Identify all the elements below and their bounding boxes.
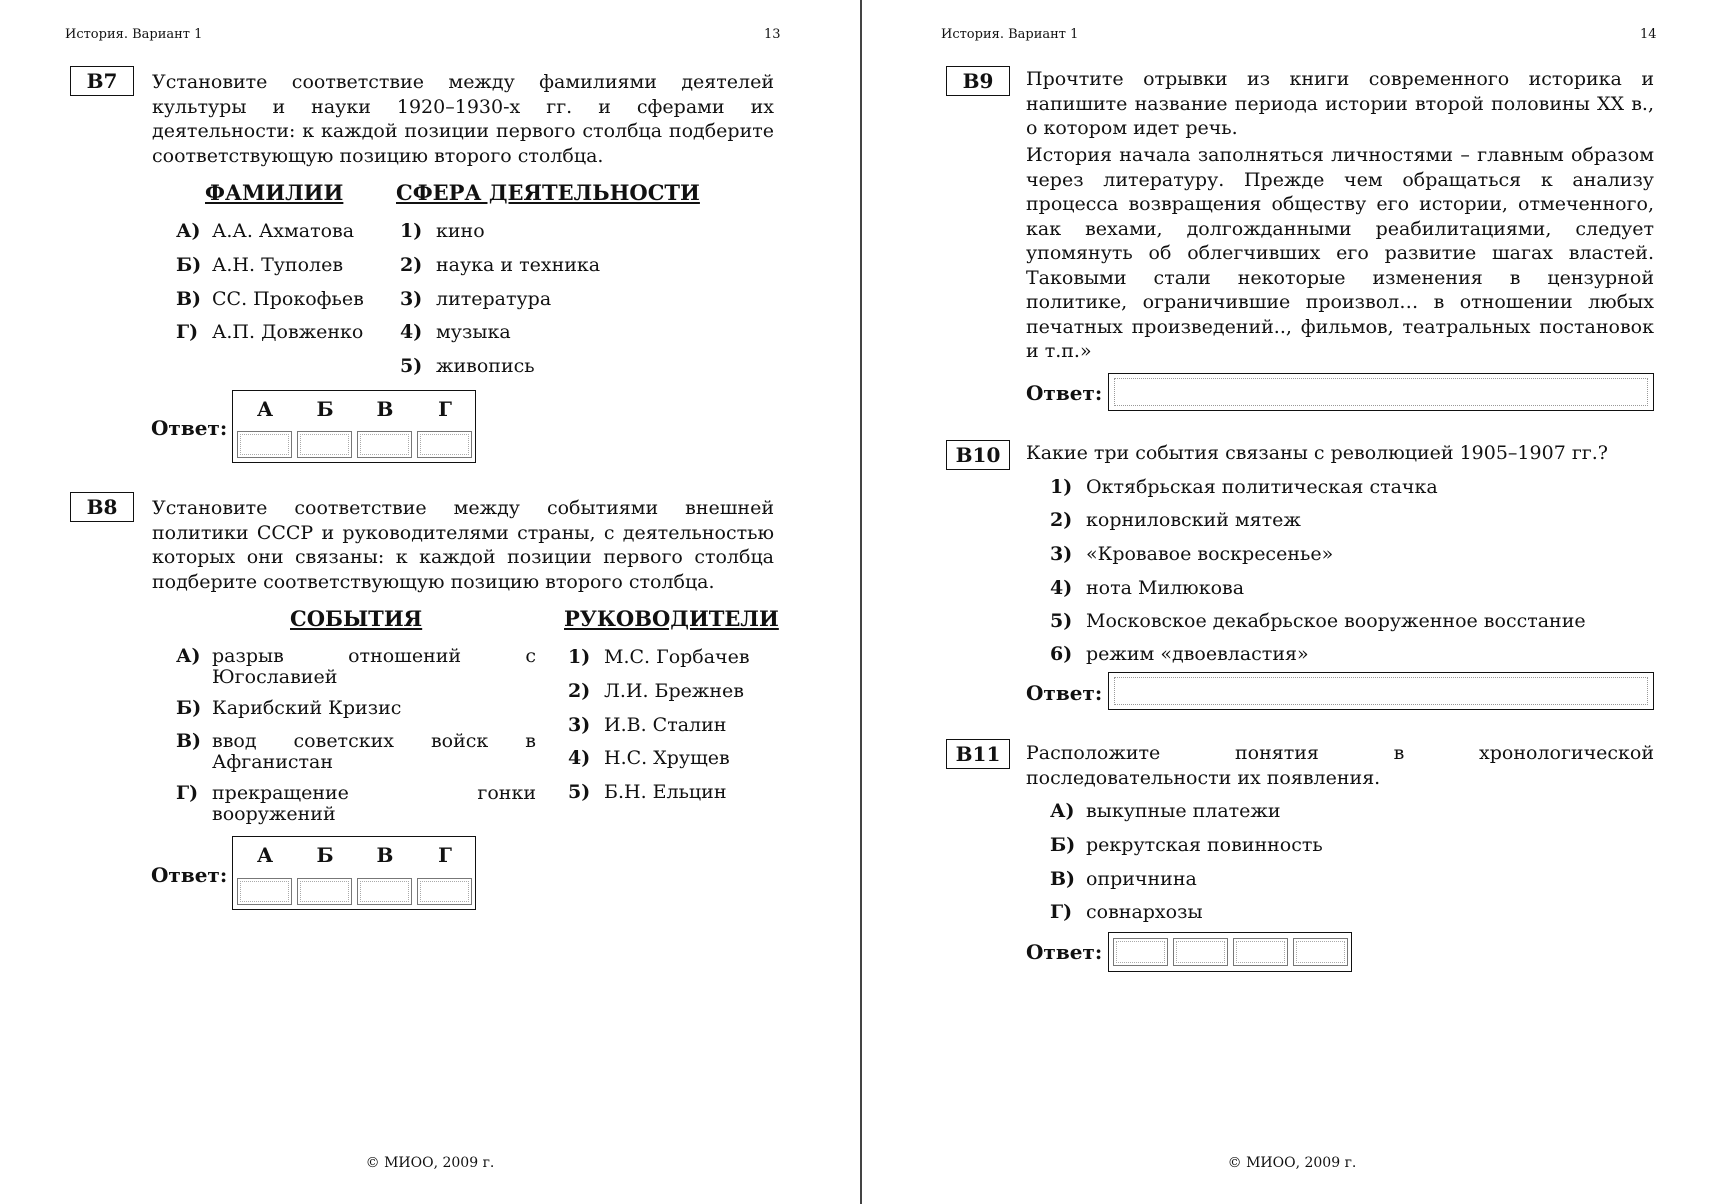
b8-right-item: 3) И.В. Сталин [568, 714, 727, 736]
b9-task-tag: В9 [946, 66, 1010, 96]
b11-item: Б) рекрутская повинность [1050, 834, 1323, 856]
b10-option: 1) Октябрьская политическая стачка [1050, 476, 1438, 498]
b10-option: 3) «Кровавое воскресенье» [1050, 543, 1334, 565]
b8-right-item: 5) Б.Н. Ельцин [568, 781, 727, 803]
b7-left-item: А) А.А. Ахматова [176, 220, 355, 242]
b8-answer-header: Г [438, 843, 452, 867]
b7-answer-label: Ответ: [151, 416, 228, 440]
b11-item: В) опричнина [1050, 868, 1197, 890]
b7-instructions: Установите соответствие между фамилиями деятелей культуры и науки 1920–1930-х гг. и сферами их деятельности: к каждой позиции первого столбца подберите соответствующую позицию второго столбца. [152, 71, 774, 167]
b7-answer-cell-a[interactable] [237, 431, 292, 458]
b10-option: 5) Московское декабрьское вооруженное восстание [1050, 610, 1586, 632]
left-page [0, 0, 860, 1204]
b11-answer-label: Ответ: [1026, 940, 1103, 964]
b7-answer-cell-b[interactable] [297, 431, 352, 458]
b9-answer-field[interactable] [1108, 373, 1654, 411]
b8-answer-header: Б [316, 843, 334, 867]
b11-answer-cell-1[interactable] [1113, 938, 1168, 966]
b8-answer-grid [232, 836, 476, 910]
b8-left-item: Г) прекращение гонки вооружений [176, 782, 536, 825]
b7-right-item: 5) живопись [400, 355, 535, 377]
b11-item: Г) совнархозы [1050, 901, 1203, 923]
b9-instructions: Прочтите отрывки из книги современного историка и напишите название периода истории второй половины XX в., о котором идет речь. [1026, 68, 1654, 139]
b10-option: 2) корниловский мятеж [1050, 509, 1301, 531]
b7-task-tag: В7 [70, 66, 134, 96]
b9-answer-label: Ответ: [1026, 381, 1103, 405]
b8-answer-header: В [376, 843, 394, 867]
b7-right-item: 4) музыка [400, 321, 511, 343]
b11-answer-cell-3[interactable] [1233, 938, 1288, 966]
b7-left-item: Г) А.П. Довженко [176, 321, 364, 343]
b7-answer-cell-g[interactable] [417, 431, 472, 458]
b7-left-item: В) СС. Прокофьев [176, 288, 364, 310]
b8-right-item: 4) Н.С. Хрущев [568, 747, 730, 769]
b11-item: А) выкупные платежи [1050, 800, 1281, 822]
b7-right-item: 2) наука и техника [400, 254, 601, 276]
b10-answer-label: Ответ: [1026, 681, 1103, 705]
right-page [862, 0, 1722, 1204]
b8-answer-label: Ответ: [151, 863, 228, 887]
b10-task-tag: В10 [946, 440, 1010, 470]
b8-left-item: А) разрыв отношений с Югославией [176, 645, 536, 688]
b8-answer-cell-v[interactable] [357, 878, 412, 905]
b10-answer-field[interactable] [1108, 672, 1654, 710]
b7-right-item: 3) литература [400, 288, 552, 310]
b8-answer-cell-g[interactable] [417, 878, 472, 905]
b7-answer-grid [232, 390, 476, 463]
b8-left-item: Б) Карибский Кризис [176, 697, 402, 719]
b8-left-item: В) ввод советских войск в Афганистан [176, 730, 536, 773]
left-page-number: 13 [764, 27, 781, 42]
b8-answer-header: А [256, 843, 274, 867]
left-footer: © МИОО, 2009 г. [365, 1155, 495, 1171]
b10-option: 4) нота Милюкова [1050, 577, 1245, 599]
b8-instructions: Установите соответствие между событиями внешней политики СССР и руководителями страны, с деятельностью которых они связаны: к каждой позиции первого столбца подберите соответствующую позицию второго столбца. [152, 497, 774, 593]
b11-instructions: Расположите понятия в хронологической последовательности их появления. [1026, 742, 1654, 789]
b11-answer-cell-4[interactable] [1293, 938, 1348, 966]
b8-task-tag: В8 [70, 492, 134, 522]
b11-answer-grid [1108, 932, 1352, 972]
b10-option: 6) режим «двоевластия» [1050, 643, 1309, 665]
b7-answer-header: Б [316, 397, 334, 421]
b9-quote: История начала заполняться личностями – главным образом через литературу. Прежде чем обращаться к анализу процесса возвращения обществу его истории, отмеченного, как вехами, долгожданными реабилитациями, следует упомянуть об облегчивших его развитие шагах властей. Таковыми стали некоторые изменения в цензурной политике, ограничившие произвол… в отношении любых печатных произведений.., фильмов, театральных постановок и т.п.» [1026, 144, 1654, 362]
b11-task-tag: В11 [946, 739, 1010, 769]
b7-left-item: Б) А.Н. Туполев [176, 254, 344, 276]
b10-instructions: Какие три события связаны с революцией 1905–1907 гг.? [1026, 442, 1608, 464]
b7-answer-header: Г [438, 397, 452, 421]
right-header-title: История. Вариант 1 [941, 27, 1079, 42]
b8-right-item: 1) М.С. Горбачев [568, 646, 750, 668]
right-footer: © МИОО, 2009 г. [1227, 1155, 1357, 1171]
right-page-number: 14 [1640, 27, 1657, 42]
b8-right-item: 2) Л.И. Брежнев [568, 680, 744, 702]
b8-answer-cell-b[interactable] [297, 878, 352, 905]
b7-col2-heading: СФЕРА ДЕЯТЕЛЬНОСТИ [396, 180, 700, 205]
b7-col1-heading: ФАМИЛИИ [205, 180, 344, 205]
left-header-title: История. Вариант 1 [65, 27, 203, 42]
b7-answer-header: В [376, 397, 394, 421]
b8-col2-heading: РУКОВОДИТЕЛИ [564, 606, 779, 631]
b8-col1-heading: СОБЫТИЯ [290, 606, 423, 631]
b7-right-item: 1) кино [400, 220, 485, 242]
b7-answer-header: А [256, 397, 274, 421]
b7-answer-cell-v[interactable] [357, 431, 412, 458]
b11-answer-cell-2[interactable] [1173, 938, 1228, 966]
b8-answer-cell-a[interactable] [237, 878, 292, 905]
